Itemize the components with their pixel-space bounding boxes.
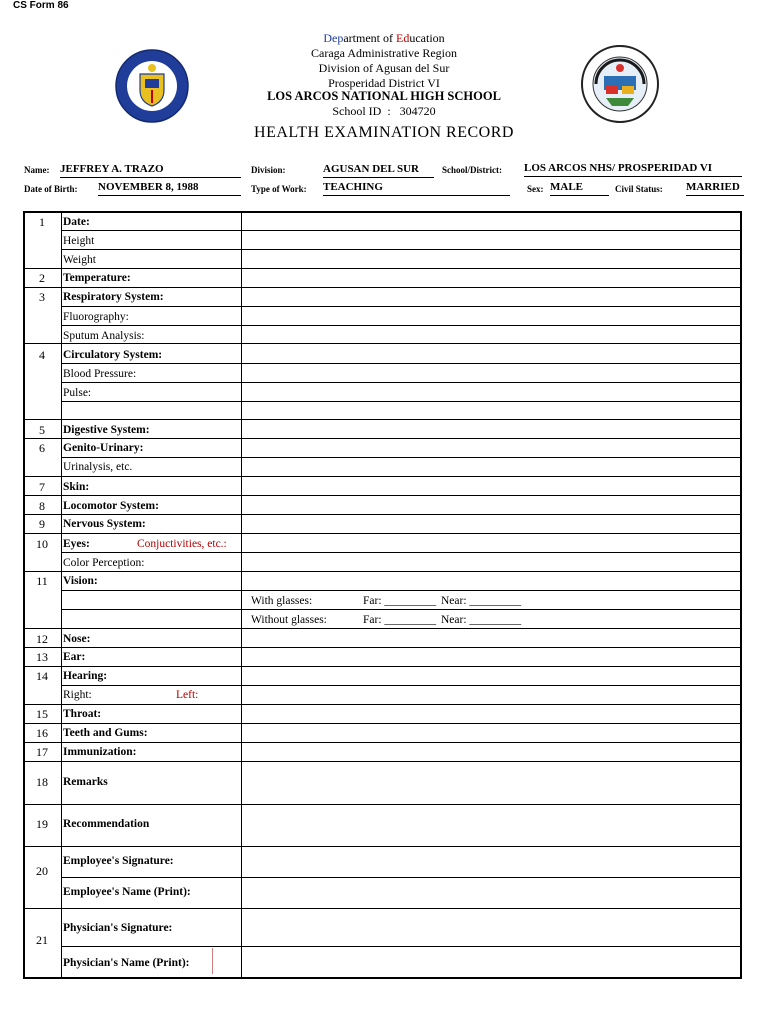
dept-name: Department of Education — [323, 31, 445, 45]
region-line: Caraga Administrative Region — [311, 46, 457, 60]
employee-name-label: Employee's Name (Print): — [63, 886, 191, 898]
without-glasses-far[interactable]: Far: _________ — [363, 614, 437, 626]
teeth-label: Teeth and Gums: — [63, 727, 148, 739]
respiratory-label: Respiratory System: — [63, 291, 164, 303]
locomotor-label: Locomotor System: — [63, 500, 159, 512]
row-number: 16 — [36, 726, 48, 740]
row-number: 12 — [36, 632, 48, 646]
form-title: HEALTH EXAMINATION RECORD — [254, 124, 514, 141]
circulatory-label: Circulatory System: — [63, 349, 163, 361]
sputum-label: Sputum Analysis: — [63, 330, 145, 342]
division-field[interactable]: AGUSAN DEL SUR — [323, 163, 434, 178]
row-number: 18 — [36, 775, 48, 789]
row-number: 4 — [39, 348, 45, 362]
sex-label: Sex: — [527, 184, 544, 194]
temperature-label: Temperature: — [63, 272, 131, 284]
hearing-left-label: Left: — [176, 689, 199, 701]
row-number: 5 — [39, 423, 45, 437]
with-glasses-near[interactable]: Near: _________ — [441, 595, 522, 607]
form-code: CS Form 86 — [13, 0, 69, 11]
hearing-label: Hearing: — [63, 670, 108, 682]
row-number: 20 — [36, 864, 48, 878]
dob-label: Date of Birth: — [24, 184, 78, 194]
fluorography-label: Fluorography: — [63, 311, 129, 323]
urinalysis-label: Urinalysis, etc. — [63, 461, 133, 473]
sex-field[interactable]: MALE — [550, 181, 609, 196]
row-number: 15 — [36, 707, 48, 721]
row-number: 10 — [36, 537, 48, 551]
digestive-label: Digestive System: — [63, 424, 150, 436]
row-number: 8 — [39, 499, 45, 513]
height-label: Height — [63, 235, 95, 247]
civil-status-label: Civil Status: — [615, 184, 663, 194]
name-label: Name: — [24, 165, 50, 175]
school-name: LOS ARCOS NATIONAL HIGH SCHOOL — [267, 89, 501, 103]
row-number: 19 — [36, 817, 48, 831]
row-number: 13 — [36, 650, 48, 664]
row-number: 7 — [39, 480, 45, 494]
conjunctivities-label: Conjuctivities, etc.: — [137, 538, 227, 550]
civil-status-field[interactable]: MARRIED — [686, 181, 744, 196]
row-number: 14 — [36, 669, 48, 683]
without-glasses-near[interactable]: Near: _________ — [441, 614, 522, 626]
row-number: 6 — [39, 441, 45, 455]
work-label: Type of Work: — [251, 184, 307, 194]
nose-label: Nose: — [63, 633, 91, 645]
row-number: 9 — [39, 517, 45, 531]
row-number: 1 — [39, 215, 45, 229]
without-glasses-label: Without glasses: — [251, 614, 327, 626]
row-number: 11 — [36, 574, 48, 588]
physician-signature-label: Physician's Signature: — [63, 922, 173, 934]
row-number: 2 — [39, 271, 45, 285]
dob-field[interactable]: NOVEMBER 8, 1988 — [98, 181, 241, 196]
school-label: School/District: — [442, 165, 502, 175]
blood-pressure-label: Blood Pressure: — [63, 368, 137, 380]
district-line: Prosperidad District VI — [328, 76, 440, 90]
nervous-label: Nervous System: — [63, 518, 146, 530]
throat-label: Throat: — [63, 708, 102, 720]
row-number: 3 — [39, 290, 45, 304]
genito-label: Genito-Urinary: — [63, 442, 144, 454]
remarks-label: Remarks — [63, 776, 108, 788]
immunization-label: Immunization: — [63, 746, 137, 758]
ear-label: Ear: — [63, 651, 86, 663]
pulse-label: Pulse: — [63, 387, 92, 399]
row-number: 21 — [36, 933, 48, 947]
cell-marker — [212, 948, 213, 974]
physician-name-label: Physician's Name (Print): — [63, 957, 190, 969]
color-perception-label: Color Perception: — [63, 557, 145, 569]
name-field[interactable]: JEFFREY A. TRAZO — [60, 163, 241, 178]
with-glasses-label: With glasses: — [251, 595, 313, 607]
employee-signature-label: Employee's Signature: — [63, 855, 174, 867]
skin-label: Skin: — [63, 481, 90, 493]
vision-label: Vision: — [63, 575, 98, 587]
eyes-label: Eyes: — [63, 538, 90, 550]
work-field[interactable]: TEACHING — [323, 181, 510, 196]
division-label: Division: — [251, 165, 286, 175]
weight-label: Weight — [63, 254, 96, 266]
division-line: Division of Agusan del Sur — [318, 61, 450, 75]
date-label: Date: — [63, 216, 90, 228]
school-field[interactable]: LOS ARCOS NHS/ PROSPERIDAD VI — [524, 162, 742, 177]
recommendation-label: Recommendation — [63, 818, 150, 830]
row-number: 17 — [36, 745, 48, 759]
hearing-right-label: Right: — [63, 689, 92, 701]
school-id: School ID : 304720 — [332, 104, 436, 118]
with-glasses-far[interactable]: Far: _________ — [363, 595, 437, 607]
